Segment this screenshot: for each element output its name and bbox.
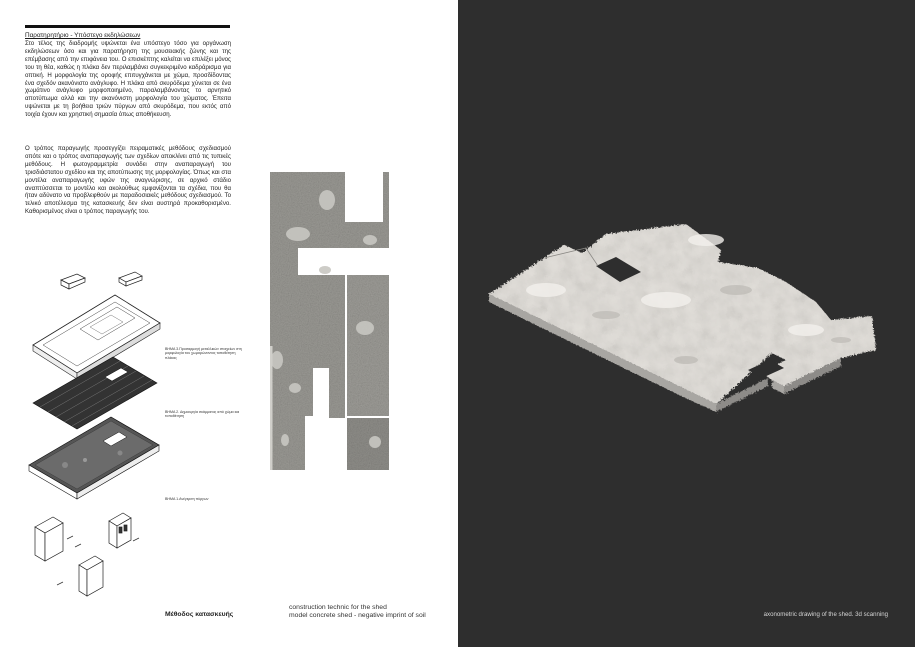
concrete-slab-corner [347,418,389,470]
step-3-label: ΒΗΜΑ 3.Προσαρμογή μεταλλικών στοιχείων στη μορφολογία του χωμαρώνοντας τοποθέτηση πλάκας [165,347,242,360]
concrete-towers [35,513,139,596]
heading-rule [25,25,230,28]
photo-caption [289,604,426,621]
description-paragraph-2: Ο τρόπος παραγωγής προσεγγίζει πειραματικές μεθόδους σχεδιασμού οπότε και ο τρόπος αναπαραγωγής των σχεδίων αποκλίνει από τις τυπικές μεθόδους. Η φωτογραμμετρία συνάδει στην αναπαραγωγή του τρισδιάστατου σχεδίου και της αποτύπωσης της μορφολογίας. Όπως και στα μοντέλα αναπαραγωγής υφών της αναγνώρισης, σε αρχικό στάδιο αναπτύσσεται το μοντέλο και ακολούθως εμφανίζονται τα σχέδια, που θα ήταν αδύνατο να προβλεφθούν με παραδοσιακές μεθόδους σχεδιασμού. Το τελικό αποτέλεσμα της κατασκευής δεν είναι αυστηρά προκαθορισμένο. Καθορισμένος είναι ο τρόπος παραγωγής του. [25,145,231,216]
photo-caption-line-2: model concrete shed - negative imprint of soil [289,612,426,620]
soil-formwork-layer [29,417,159,499]
metal-grid-layer [33,357,157,429]
concrete-slab-side [347,275,389,416]
concrete-model-photo [265,170,395,470]
construction-steps-diagram [25,265,165,605]
step-2-label: ΒΗΜΑ 2. Δημιουργία σκάμματος από χώμα και τοποθέτηση [165,410,240,419]
photo-caption-line-1: construction technic for the shed [289,604,387,611]
scan-caption: axonometric drawing of the shed. 3d scanning [763,611,888,618]
description-paragraph-1: Στο τέλος της διαδρομής υψώνεται ένα υπόστεγο τόσο για οργάνωση εκδηλώσεων όσο και για παρατήρηση της μουσειακής ζώνης και της επέμβασης από την επιφάνεια του. Ο επισκέπτης καλείται να επιλέξει μόνος του τη θέα, καθώς η πλάκα δεν περιλαμβάνει συγκεκριμένο καδράρισμα για οπτική. Η μορφολογία της οροφής επιτυγχάνεται με χώμα, προσδίδοντας ένα σχεδόν ακανόνιστο ανάγλυφο. Η πλάκα από σκυρόδεμα χύνεται σε ένα χωμάτινο ανάγλυφο μορφοποιημένο, παραλαμβάνοντας το αρνητικό αποτύπωμα αλλά και την ακανόνιστη μορφολογία του χώματος. Έπειτα υψώνεται με τη βοήθεια τριών πύργων από σκυρόδεμα, που εκτός από τοιχία έχουν και χρηστική σημασία όπως αποθήκευση. [25,40,231,119]
top-blocks [61,272,142,289]
step-1-label: ΒΗΜΑ 1.Ανέγερση πύργων [165,497,209,501]
construction-method-title: Μέθοδος κατασκευής [165,611,234,618]
axonometric-3d-scan [486,220,886,450]
section-heading: Παρατηρητήριο - Υπόστεγο εκδηλώσεων [25,32,141,39]
